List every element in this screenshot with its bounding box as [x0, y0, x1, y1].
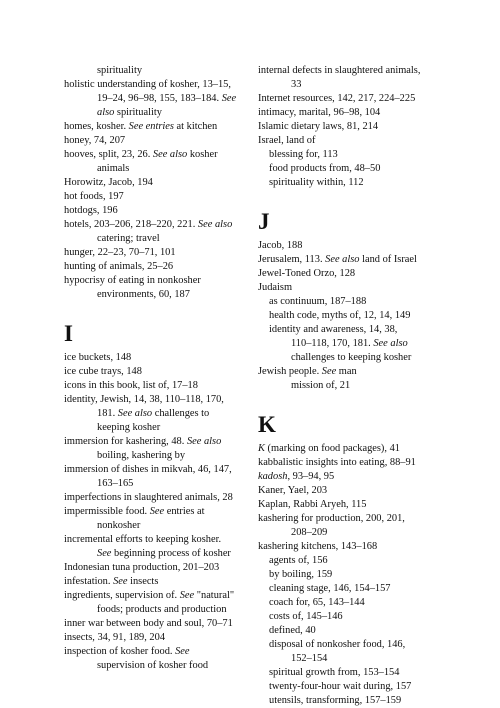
index-entry: hotels, 203–206, 218–220, 221. See also	[64, 219, 233, 230]
index-entry: Israel, land of	[258, 135, 316, 146]
section-heading-j: J	[258, 209, 270, 234]
index-entry-continuation: supervision of kosher food	[97, 660, 209, 671]
index-entry-continuation: keeping kosher	[97, 422, 161, 433]
index-entry: Internet resources, 142, 217, 224–225	[258, 93, 416, 104]
index-entry-continuation: boiling, kashering by	[97, 450, 186, 461]
index-entry: identity, Jewish, 14, 38, 110–118, 170,	[64, 394, 224, 405]
index-entry: inspection of kosher food. See	[64, 646, 190, 657]
index-entry-continuation: coach for, 65, 143–144	[269, 597, 365, 608]
index-entry: Jewish people. See man	[258, 366, 357, 377]
index-entry-continuation: cleaning stage, 146, 154–157	[269, 583, 391, 594]
index-entry-continuation: spirituality within, 112	[269, 177, 364, 188]
index-entry: insects, 34, 91, 189, 204	[64, 632, 166, 643]
index-entry: intimacy, marital, 96–98, 104	[258, 107, 381, 118]
index-entry-continuation: environments, 60, 187	[97, 289, 190, 300]
index-entry-continuation: 33	[291, 79, 302, 90]
index-entry-continuation: identity and awareness, 14, 38,	[269, 324, 398, 335]
index-entry: hypocrisy of eating in nonkosher	[64, 275, 201, 286]
index-entry-continuation: by boiling, 159	[269, 569, 333, 580]
section-heading-k: K	[258, 412, 276, 437]
index-entry-continuation: blessing for, 113	[269, 149, 338, 160]
index-entry: K (marking on food packages), 41	[258, 443, 400, 454]
index-entry: Jacob, 188	[258, 240, 303, 251]
index-entry: kashering kitchens, 143–168	[258, 541, 378, 552]
index-entry: homes, kosher. See entries at kitchen	[64, 121, 218, 132]
index-entry-continuation: defined, 40	[269, 625, 316, 636]
index-entry: Kaplan, Rabbi Aryeh, 115	[258, 499, 367, 510]
index-entry-continuation: foods; products and production	[97, 604, 227, 615]
index-entry: ice buckets, 148	[64, 352, 132, 363]
index-entry: hunting of animals, 25–26	[64, 261, 174, 272]
index-entry: inner war between body and soul, 70–71	[64, 618, 233, 629]
index-entry-continuation: also spirituality	[97, 107, 162, 118]
index-entry: immersion of dishes in mikvah, 46, 147,	[64, 464, 232, 475]
index-entry-continuation: disposal of nonkosher food, 146,	[269, 639, 406, 650]
index-entry-continuation: spiritual growth from, 153–154	[269, 667, 400, 678]
index-entry-continuation: animals	[97, 163, 130, 174]
index-entry-continuation: health code, myths of, 12, 14, 149	[269, 310, 411, 321]
index-entry-continuation: challenges to keeping kosher	[291, 352, 412, 363]
index-entry: incremental efforts to keeping kosher.	[64, 534, 222, 545]
index-entry: ice cube trays, 148	[64, 366, 142, 377]
index-entry-continuation: utensils, transforming, 157–159	[269, 695, 402, 706]
index-entry-continuation: 163–165	[97, 478, 134, 489]
index-entry: Kaner, Yael, 203	[258, 485, 328, 496]
index-entry: kadosh, 93–94, 95	[258, 471, 335, 482]
index-column-right	[258, 64, 448, 708]
index-entry: honey, 74, 207	[64, 135, 126, 146]
index-entry: icons in this book, list of, 17–18	[64, 380, 198, 391]
index-entry: hot foods, 197	[64, 191, 124, 202]
index-entry-continuation: 110–118, 170, 181. See also	[291, 338, 408, 349]
index-entry: Jewel-Toned Orzo, 128	[258, 268, 356, 279]
index-entry: Islamic dietary laws, 81, 214	[258, 121, 379, 132]
index-entry-continuation: mission of, 21	[291, 380, 351, 391]
index-column-left	[64, 64, 264, 673]
index-entry-continuation: food products from, 48–50	[269, 163, 381, 174]
index-entry-continuation: twenty-four-hour wait during, 157	[269, 681, 412, 692]
index-entry-continuation: 19–24, 96–98, 155, 183–184. See	[97, 93, 237, 104]
index-entry-continuation: nonkosher	[97, 520, 141, 531]
index-entry-continuation: agents of, 156	[269, 555, 328, 566]
index-entry: hunger, 22–23, 70–71, 101	[64, 247, 176, 258]
index-entry: infestation. See insects	[64, 576, 159, 587]
index-entry-continuation: 208–209	[291, 527, 328, 538]
index-entry: kashering for production, 200, 201,	[258, 513, 405, 524]
index-entry: Indonesian tuna production, 201–203	[64, 562, 220, 573]
index-entry-continuation: spirituality	[97, 65, 143, 76]
index-entry: impermissible food. See entries at	[64, 506, 205, 517]
index-entry: immersion for kashering, 48. See also	[64, 436, 222, 447]
index-entry: hotdogs, 196	[64, 205, 118, 216]
index-entry: Horowitz, Jacob, 194	[64, 177, 153, 188]
index-entry: Jerusalem, 113. See also land of Israel	[258, 254, 417, 265]
index-entry: hooves, split, 23, 26. See also kosher	[64, 149, 218, 160]
index-entry-continuation: See beginning process of kosher	[97, 548, 231, 559]
index-entry: Judaism	[258, 282, 293, 293]
index-entry: imperfections in slaughtered animals, 28	[64, 492, 233, 503]
index-entry-continuation: catering; travel	[97, 233, 160, 244]
index-entry: holistic understanding of kosher, 13–15,	[64, 79, 231, 90]
index-entry: kabbalistic insights into eating, 88–91	[258, 457, 416, 468]
index-entry-continuation: 181. See also challenges to	[97, 408, 210, 419]
index-entry: internal defects in slaughtered animals,	[258, 65, 421, 76]
section-heading-i: I	[64, 321, 73, 346]
index-entry-continuation: costs of, 145–146	[269, 611, 343, 622]
index-entry-continuation: 152–154	[291, 653, 328, 664]
index-entry: ingredients, supervision of. See "natural"	[64, 590, 235, 601]
index-entry-continuation: as continuum, 187–188	[269, 296, 367, 307]
